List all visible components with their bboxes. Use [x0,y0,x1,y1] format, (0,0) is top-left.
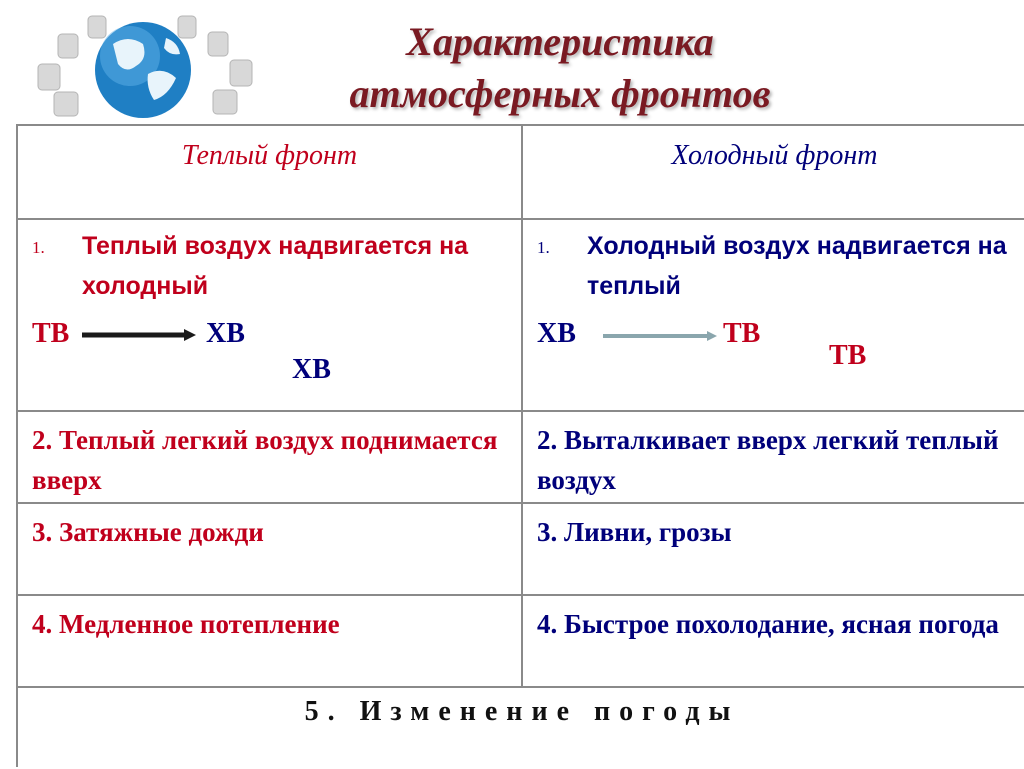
page-title [300,16,820,120]
row1-warm-text: Теплый воздух надвигается на холодный [82,232,469,300]
globe-logo [18,4,288,124]
row3-warm-cell: 3. Затяжные дожди [18,504,523,594]
table-row-4 [18,596,1024,688]
table-header-row [18,126,1024,220]
row1-cold-to: ТВ [723,318,761,349]
arrow-right-icon [601,330,719,342]
table-row-1 [18,220,1024,412]
row1-cold-cell [523,220,1024,410]
fronts-table [16,124,1024,767]
row3-cold-cell: 3. Ливни, грозы [537,517,732,547]
row4-cold-cell: 4. Быстрое похолодание, ясная погода [537,609,999,639]
row1-warm-number: 1. [32,238,45,257]
header-cold-front: Холодный фронт [671,140,878,171]
globe-icon [95,22,191,118]
title-line-1: Характеристика [406,19,714,64]
title-line-2: атмосферных фронтов [349,71,771,116]
row5-weather-change: 5. Изменение погоды [304,696,740,727]
row1-cold-from: ХВ [537,318,576,349]
row2-cold-cell: 2. Выталкивает вверх легкий теплый воздух [537,425,999,495]
row2-warm-cell: 2. Теплый легкий воздух поднимается вверх [18,412,523,502]
row1-cold-number: 1. [537,238,550,257]
row1-cold-extra: ТВ [829,340,867,371]
row4-warm-cell: 4. Медленное потепление [18,596,523,686]
arrow-right-icon [80,328,198,342]
table-row-3 [18,504,1024,596]
row1-warm-to: ХВ [206,318,245,349]
table-row-2 [18,412,1024,504]
row1-cold-text: Холодный воздух надвигается на теплый [587,232,1007,300]
row1-warm-from: ТВ [32,318,70,349]
row1-warm-extra: ХВ [292,354,331,385]
row1-warm-cell [18,220,523,410]
table-row-5 [18,688,1024,769]
header-warm-front: Теплый фронт [18,126,523,218]
